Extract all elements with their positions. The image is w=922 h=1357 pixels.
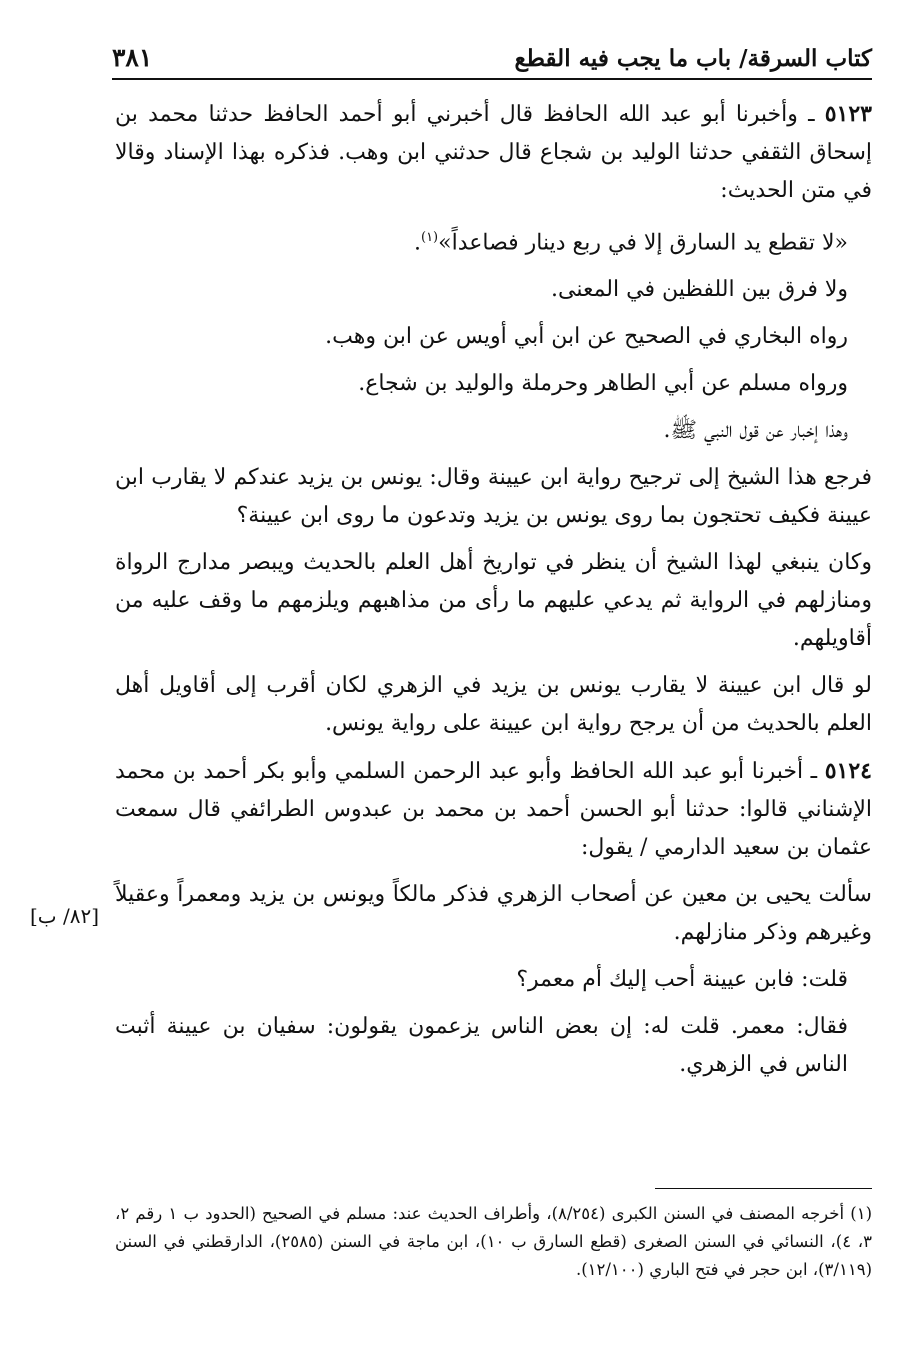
page-header bbox=[112, 30, 872, 80]
paragraph: ورواه مسلم عن أبي الطاهر وحرملة والوليد بن شجاع. bbox=[358, 371, 848, 397]
footnotes bbox=[115, 1200, 872, 1284]
paragraph: فرجع هذا الشيخ إلى ترجيح رواية ابن عيينة وقال: يونس بن يزيد عندكم لا يقارب ابن عيينة فكيف تحتجون بما روى يونس بن يزيد وتدعون ما روى ابن عيينة؟ bbox=[115, 465, 872, 529]
main-text bbox=[115, 95, 872, 1084]
hadith-text: ـ أخبرنا أبو عبد الله الحافظ وأبو عبد الرحمن السلمي وأبو بكر أحمد بن محمد الإشناني قالوا: حدثنا أبو الحسن أحمد بن محمد بن عبدوس الطرائفي قال سمعت عثمان بن سعيد الدارمي / يقول: bbox=[115, 759, 872, 861]
paragraph: سألت يحيى بن معين عن أصحاب الزهري فذكر مالكاً ويونس بن يزيد ومعمراً وعقيلاً وغيرهم وذكر منازلهم. bbox=[115, 882, 872, 946]
paragraph: ولا فرق بين اللفظين في المعنى. bbox=[551, 277, 848, 303]
running-title: كتاب السرقة/ باب ما يجب فيه القطع bbox=[514, 45, 872, 72]
hadith-text: ـ وأخبرنا أبو عبد الله الحافظ قال أخبرني أبو أحمد الحافظ حدثنا محمد بن إسحاق الثقفي حدثنا الوليد بن شجاع قال حدثني ابن وهب. فذكره بهذا الإسناد وقالا في متن الحديث: bbox=[115, 102, 872, 203]
hadith-5123 bbox=[115, 95, 872, 210]
matn-text: «لا تقطع يد السارق إلا في ربع دينار فصاعداً» bbox=[438, 230, 848, 256]
hadith-5124 bbox=[115, 752, 872, 867]
hadith-matn bbox=[115, 219, 872, 262]
paragraph: قلت: فابن عيينة أحب إليك أم معمر؟ bbox=[516, 967, 848, 993]
footnote-ref: (١) bbox=[420, 230, 439, 245]
paragraph: فقال: معمر. قلت له: إن بعض الناس يزعمون يقولون: سفيان بن عيينة أثبت الناس في الزهري. bbox=[115, 1014, 848, 1078]
page-number: ٣٨١ bbox=[112, 43, 153, 72]
paragraph: وهذا إخبار عن قول النبي ﷺ. bbox=[663, 418, 848, 444]
manuscript-folio-marker: [٨٢/ ب] bbox=[30, 904, 100, 928]
paragraph: رواه البخاري في الصحيح عن ابن أبي أويس عن ابن وهب. bbox=[325, 324, 848, 350]
matn-end: . bbox=[413, 230, 421, 256]
paragraph: وكان ينبغي لهذا الشيخ أن ينظر في تواريخ أهل العلم بالحديث ويبصر مدارج الرواة ومنازلهم في الرواية ثم يدعي عليهم ما رأى من مذاهبهم ويلزمهم ما وقف عليه من أقاويلهم. bbox=[115, 550, 872, 652]
hadith-number: ٥١٢٤ bbox=[824, 758, 872, 785]
hadith-number: ٥١٢٣ bbox=[824, 101, 872, 127]
paragraph: لو قال ابن عيينة لا يقارب يونس بن يزيد في الزهري لكان أقرب إلى أقاويل أهل العلم بالحديث من أن يرجح رواية ابن عيينة على رواية يونس. bbox=[115, 673, 872, 737]
footnote-divider bbox=[655, 1188, 872, 1189]
footnote-1: (١) أخرجه المصنف في السنن الكبرى (٨/٢٥٤)، وأطراف الحديث عند: مسلم في الصحيح (الحدود ب ١ رقم ٢، ٣، ٤)، النسائي في السنن الصغرى (قطع السارق ب ١٠)، ابن ماجة في السنن (٢٥٨٥)، الدارقطني في السنن (٣/١١٩)، ابن حجر في فتح الباري (١٢/١٠٠). bbox=[115, 1204, 873, 1279]
